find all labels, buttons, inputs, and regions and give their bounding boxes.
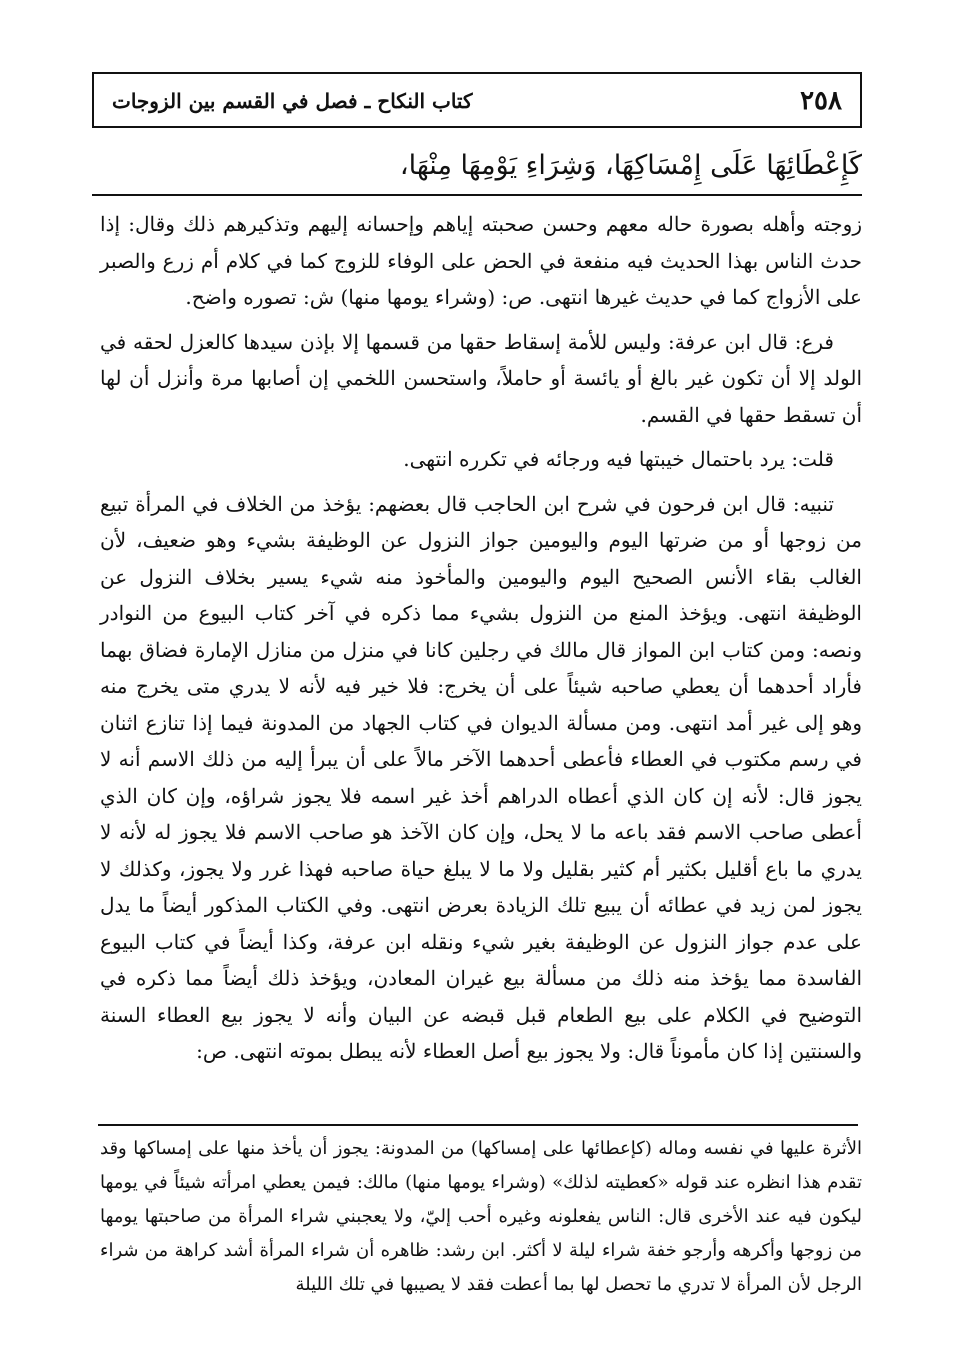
running-title: كتاب النكاح ـ فصل في القسم بين الزوجات (112, 89, 473, 113)
matn-divider (92, 194, 862, 196)
commentary-body (100, 206, 862, 1078)
footnote-divider (98, 1124, 858, 1126)
commentary-paragraph-4: تنبيه: قال ابن فرحون في شرح ابن الحاجب قال بعضهم: يؤخذ من الخلاف في المرأة تبيع من زوجها أو من ضرتها اليوم واليومين جواز النزول عن الوظيفة بشيء وهو ضعيف، لأن الغالب بقاء الأنس الصحيح اليوم واليومين والمأخوذ منه شيء يسير بخلاف النزول عن الوظيفة انتهى. ويؤخذ المنع من النزول بشيء مما ذكره في آخر كتاب البيوع من النوادر ونصه: ومن كتاب ابن المواز قال مالك في رجلين كانا في منزل من منازل الإمارة فضاق بهما فأراد أحدهما أن يعطي صاحبه شيئاً على أن يخرج: فلا خير فيه لأنه لا يدري متى يخرج منه وهو إلى غير أمد انتهى. ومن مسألة الديوان في كتاب الجهاد من المدونة فيما إذا تنازع اثنان في رسم مكتوب في العطاء فأعطى أحدهما الآخر مالاً على أن يبرأ إليه من ذلك الاسم أنه لا يجوز قال: لأنه إن كان الذي أعطاه الدراهم أخذ غير اسمه فلا يجوز شراؤه، وإن كان الذي أعطى صاحب الاسم فقد باعه ما لا يحل، وإن كان الآخذ هو صاحب الاسم فلا يجوز له لأنه لا يدري ما باع أقليل بكثير أم كثير بقليل ولا ما لا يبلغ حياة صاحبه فهذا غرر ولا يجوز، وكذلك لا يجوز لمن زيد في عطائه أن يبيع تلك الزيادة بعرض انتهى. وفي الكتاب المذكور أيضاً ما يدل على عدم جواز النزول عن الوظيفة بغير شيء ونقله ابن عرفة، وكذا أيضاً في كتاب البيوع الفاسدة مما يؤخذ منه ذلك من مسألة بيع غيران المعادن، ويؤخذ ذلك أيضاً مما ذكره في التوضيح في الكلام على بيع الطعام قبل قبضه عن البيان وأنه لا يجوز بيع العطاء السنة والسنتين إذا كان مأموناً قال: ولا يجوز بيع أصل العطاء لأنه يبطل بموته انتهى. ص: (100, 491, 862, 1063)
page-header (92, 72, 862, 128)
footnote-text: الأثرة عليها في نفسه وماله (كإعطائها على إمساكها) من المدونة: يجوز أن يأخذ منها على إمساكها وقد تقدم هذا انظره عند قوله «كعطيته لذلك» (وشراء يومها منها) مالك: فيمن يعطي امرأته شيئاً في يومها ليكون فيه عند الأخرى قال: الناس يفعلونه وغيره أحب إليّ، ولا يعجبني شراء المرأة من صاحبتها يومها من زوجها وأكرهه وأرجو خفة شراء ليلة لا أكثر. ابن رشد: ظاهره أن شراء المرأة أشد كراهة من شراء الرجل لأن المرأة لا تدري ما تحصل لها بما أعطت فقد لا يصيبها في تلك الليلة (100, 1138, 862, 1295)
commentary-paragraph-2: فرع: قال ابن عرفة: وليس للأمة إسقاط حقها من قسمها إلا بإذن سيدها كالعزل لحقه في الولد إلا أن تكون غير بالغ أو يائسة أو حاملاً، واستحسن اللخمي إن أصابها مرة وأنزل أن لها أن تسقط حقها في القسم. (100, 329, 862, 427)
commentary-paragraph-1: زوجته وأهله بصورة حاله معهم وحسن صحبته إياهم وإحسانه إليهم وتذكيرهم ذلك وقال: إذا حدث الناس بهذا الحديث فيه منفعة في الحض على الوفاء للزوج كما في كلام أم زرع والصبر على الأزواج كما في حديث غيرها انتهى. ص: (وشراء يومها منها) ش: تصوره واضح. (100, 212, 862, 309)
footnote-section (100, 1132, 862, 1302)
matn-text: كَإِعْطَائِهَا عَلَى إِمْسَاكِهَا، وَشِرَاءِ يَوْمِهَا مِنْهَا، (399, 150, 862, 181)
page-number: ٢٥٨ (800, 86, 842, 116)
commentary-paragraph-3: قلت: يرد باحتمال خيبتها فيه ورجائه في تكرره انتهى. (403, 447, 834, 471)
